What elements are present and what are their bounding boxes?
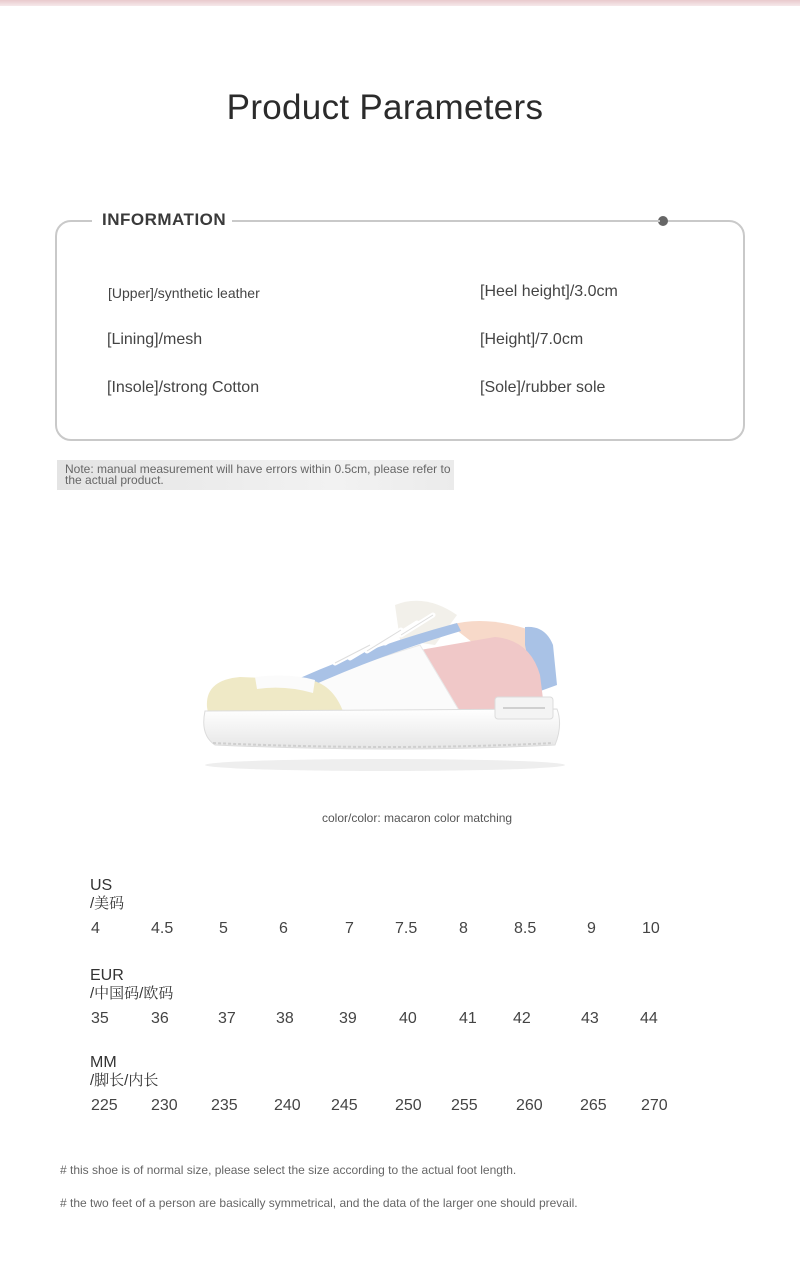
param-heel-height: [Heel height]/3.0cm bbox=[480, 283, 618, 300]
size-us-subtitle: /美码 bbox=[90, 895, 125, 912]
size-eur-value: 36 bbox=[151, 1010, 169, 1027]
size-mm-value: 255 bbox=[451, 1097, 478, 1114]
color-caption: color/color: macaron color matching bbox=[322, 811, 513, 825]
param-sole: [Sole]/rubber sole bbox=[480, 379, 606, 396]
measurement-note bbox=[57, 460, 454, 490]
size-eur-value: 39 bbox=[339, 1010, 357, 1027]
size-us-value: 4 bbox=[91, 920, 100, 937]
size-eur-subtitle: /中国码/欧码 bbox=[90, 985, 174, 1002]
size-us-value: 10 bbox=[642, 920, 660, 937]
measurement-note-line-1: Note: manual measurement will have errors within 0.5cm, please refer to bbox=[65, 462, 451, 476]
size-eur-value: 38 bbox=[276, 1010, 294, 1027]
size-mm-subtitle: /脚长/内长 bbox=[90, 1072, 159, 1089]
size-mm-value: 265 bbox=[580, 1097, 607, 1114]
size-eur-value: 35 bbox=[91, 1010, 109, 1027]
size-mm-title: MM bbox=[90, 1054, 117, 1071]
size-us-value: 9 bbox=[587, 920, 596, 937]
param-insole: [Insole]/strong Cotton bbox=[107, 379, 260, 396]
size-eur-value: 44 bbox=[640, 1010, 658, 1027]
size-eur-value: 37 bbox=[218, 1010, 236, 1027]
size-eur-value: 41 bbox=[459, 1010, 477, 1027]
size-us-value: 6 bbox=[279, 920, 288, 937]
information-label: INFORMATION bbox=[92, 210, 236, 230]
size-us-value: 8.5 bbox=[514, 920, 537, 937]
size-eur-value: 43 bbox=[581, 1010, 599, 1027]
size-us-heading bbox=[90, 877, 124, 913]
size-mm-heading bbox=[90, 1054, 158, 1090]
size-us-value: 4.5 bbox=[151, 920, 174, 937]
param-lining: [Lining]/mesh bbox=[107, 331, 203, 348]
size-eur-value: 40 bbox=[399, 1010, 417, 1027]
size-mm-value: 245 bbox=[331, 1097, 358, 1114]
footnote-feet-symmetry: # the two feet of a person are basically symmetrical, and the data of the larger one should prevail. bbox=[60, 1196, 578, 1210]
size-us-value: 7 bbox=[345, 920, 354, 937]
size-mm-value: 240 bbox=[274, 1097, 301, 1114]
size-mm-value: 230 bbox=[151, 1097, 178, 1114]
page-title: Product Parameters bbox=[226, 88, 544, 127]
size-eur-value: 42 bbox=[513, 1010, 531, 1027]
footnote-normal-size: # this shoe is of normal size, please select the size according to the actual foot length. bbox=[60, 1163, 517, 1177]
top-decorative-strip bbox=[0, 0, 800, 6]
size-mm-value: 260 bbox=[516, 1097, 543, 1114]
size-eur-heading bbox=[90, 967, 173, 1003]
param-height: [Height]/7.0cm bbox=[480, 331, 584, 348]
param-upper: [Upper]/synthetic leather bbox=[108, 285, 260, 301]
size-us-value: 8 bbox=[459, 920, 468, 937]
size-eur-title: EUR bbox=[90, 967, 124, 984]
size-mm-value: 250 bbox=[395, 1097, 422, 1114]
size-mm-value: 235 bbox=[211, 1097, 238, 1114]
size-us-value: 7.5 bbox=[395, 920, 418, 937]
measurement-note-line-2: the actual product. bbox=[65, 473, 164, 487]
size-us-value: 5 bbox=[219, 920, 228, 937]
size-mm-value: 270 bbox=[641, 1097, 668, 1114]
sneaker-product-image bbox=[195, 585, 570, 775]
size-us-title: US bbox=[90, 877, 113, 894]
information-divider bbox=[232, 220, 660, 222]
size-mm-value: 225 bbox=[91, 1097, 118, 1114]
